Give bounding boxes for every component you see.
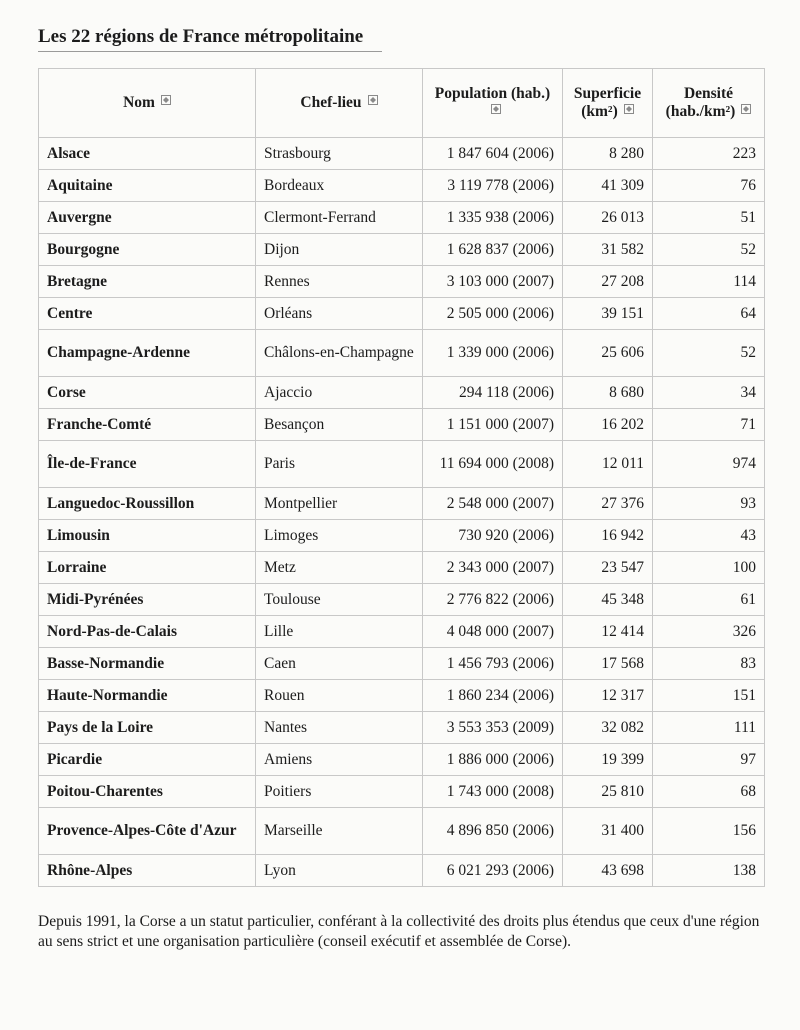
footnote: Depuis 1991, la Corse a un statut particulier, conférant à la collectivité des droits plus étendus que ceux d'une région au sens strict et une organisation particulière (conseil exécutif et assemblée de Corse). <box>38 913 760 950</box>
cell-chef-lieu: Châlons-en-Champagne <box>256 330 423 377</box>
cell-chef-lieu: Besançon <box>256 409 423 441</box>
cell-population: 2 776 822 (2006) <box>423 584 563 616</box>
cell-superficie: 16 942 <box>563 520 653 552</box>
cell-population: 1 860 234 (2006) <box>423 680 563 712</box>
cell-population: 2 505 000 (2006) <box>423 298 563 330</box>
table-body <box>39 138 765 887</box>
cell-population: 11 694 000 (2008) <box>423 441 563 488</box>
cell-nom: Rhône-Alpes <box>39 855 256 887</box>
cell-population: 1 886 000 (2006) <box>423 744 563 776</box>
cell-nom: Franche-Comté <box>39 409 256 441</box>
cell-chef-lieu: Marseille <box>256 808 423 855</box>
sort-icon[interactable] <box>161 95 171 105</box>
cell-superficie: 25 810 <box>563 776 653 808</box>
cell-chef-lieu: Metz <box>256 552 423 584</box>
cell-densite: 68 <box>653 776 765 808</box>
cell-chef-lieu: Rennes <box>256 266 423 298</box>
cell-population: 2 343 000 (2007) <box>423 552 563 584</box>
cell-superficie: 26 013 <box>563 202 653 234</box>
header-chef-lieu[interactable] <box>256 69 423 138</box>
cell-chef-lieu: Toulouse <box>256 584 423 616</box>
cell-chef-lieu: Clermont-Ferrand <box>256 202 423 234</box>
cell-nom: Haute-Normandie <box>39 680 256 712</box>
sort-icon[interactable] <box>368 95 378 105</box>
cell-nom: Limousin <box>39 520 256 552</box>
cell-densite: 64 <box>653 298 765 330</box>
cell-nom: Champagne-Ardenne <box>39 330 256 377</box>
cell-population: 1 151 000 (2007) <box>423 409 563 441</box>
cell-superficie: 16 202 <box>563 409 653 441</box>
cell-densite: 93 <box>653 488 765 520</box>
header-population-label: Population (hab.) <box>434 85 551 102</box>
cell-nom: Lorraine <box>39 552 256 584</box>
cell-nom: Poitou-Charentes <box>39 776 256 808</box>
cell-population: 4 896 850 (2006) <box>423 808 563 855</box>
cell-population: 730 920 (2006) <box>423 520 563 552</box>
cell-superficie: 39 151 <box>563 298 653 330</box>
cell-nom: Auvergne <box>39 202 256 234</box>
table-row <box>39 744 765 776</box>
cell-nom: Île-de-France <box>39 441 256 488</box>
cell-superficie: 25 606 <box>563 330 653 377</box>
sort-icon[interactable] <box>741 104 751 114</box>
table-row <box>39 552 765 584</box>
cell-densite: 223 <box>653 138 765 170</box>
cell-densite: 52 <box>653 330 765 377</box>
cell-population: 294 118 (2006) <box>423 377 563 409</box>
cell-densite: 61 <box>653 584 765 616</box>
header-densite[interactable] <box>653 69 765 138</box>
header-superficie-label: Superficie (km²) <box>573 85 642 120</box>
cell-chef-lieu: Dijon <box>256 234 423 266</box>
cell-nom: Centre <box>39 298 256 330</box>
cell-nom: Pays de la Loire <box>39 712 256 744</box>
header-superficie[interactable] <box>563 69 653 138</box>
cell-densite: 114 <box>653 266 765 298</box>
cell-nom: Basse-Normandie <box>39 648 256 680</box>
table-row <box>39 170 765 202</box>
header-nom-label: Nom <box>123 94 155 111</box>
cell-population: 1 628 837 (2006) <box>423 234 563 266</box>
table-row <box>39 648 765 680</box>
cell-chef-lieu: Paris <box>256 441 423 488</box>
cell-nom: Provence-Alpes-Côte d'Azur <box>39 808 256 855</box>
cell-population: 6 021 293 (2006) <box>423 855 563 887</box>
table-row <box>39 776 765 808</box>
table-row <box>39 855 765 887</box>
cell-nom: Bourgogne <box>39 234 256 266</box>
cell-nom: Bretagne <box>39 266 256 298</box>
cell-densite: 974 <box>653 441 765 488</box>
table-row <box>39 298 765 330</box>
cell-superficie: 27 208 <box>563 266 653 298</box>
cell-chef-lieu: Caen <box>256 648 423 680</box>
cell-population: 1 339 000 (2006) <box>423 330 563 377</box>
cell-superficie: 32 082 <box>563 712 653 744</box>
cell-population: 1 743 000 (2008) <box>423 776 563 808</box>
cell-chef-lieu: Montpellier <box>256 488 423 520</box>
table-row <box>39 488 765 520</box>
page-title: Les 22 régions de France métropolitaine <box>38 26 382 52</box>
cell-population: 1 456 793 (2006) <box>423 648 563 680</box>
cell-chef-lieu: Rouen <box>256 680 423 712</box>
table-row <box>39 266 765 298</box>
cell-superficie: 17 568 <box>563 648 653 680</box>
cell-nom: Midi-Pyrénées <box>39 584 256 616</box>
cell-superficie: 12 317 <box>563 680 653 712</box>
cell-nom: Nord-Pas-de-Calais <box>39 616 256 648</box>
cell-nom: Languedoc-Roussillon <box>39 488 256 520</box>
header-nom[interactable] <box>39 69 256 138</box>
cell-population: 4 048 000 (2007) <box>423 616 563 648</box>
cell-population: 1 847 604 (2006) <box>423 138 563 170</box>
table-row <box>39 808 765 855</box>
cell-chef-lieu: Lille <box>256 616 423 648</box>
cell-superficie: 27 376 <box>563 488 653 520</box>
cell-nom: Corse <box>39 377 256 409</box>
cell-chef-lieu: Limoges <box>256 520 423 552</box>
cell-chef-lieu: Poitiers <box>256 776 423 808</box>
cell-chef-lieu: Bordeaux <box>256 170 423 202</box>
header-population[interactable] <box>423 69 563 138</box>
table-row <box>39 584 765 616</box>
cell-population: 3 103 000 (2007) <box>423 266 563 298</box>
cell-densite: 76 <box>653 170 765 202</box>
cell-superficie: 31 582 <box>563 234 653 266</box>
cell-densite: 326 <box>653 616 765 648</box>
cell-population: 3 119 778 (2006) <box>423 170 563 202</box>
cell-superficie: 23 547 <box>563 552 653 584</box>
cell-superficie: 31 400 <box>563 808 653 855</box>
cell-superficie: 8 680 <box>563 377 653 409</box>
cell-population: 3 553 353 (2009) <box>423 712 563 744</box>
table-row <box>39 680 765 712</box>
cell-densite: 43 <box>653 520 765 552</box>
header-row <box>39 69 765 138</box>
cell-chef-lieu: Ajaccio <box>256 377 423 409</box>
table-row <box>39 202 765 234</box>
header-chef-lieu-label: Chef-lieu <box>300 94 362 111</box>
cell-superficie: 12 011 <box>563 441 653 488</box>
table-row <box>39 520 765 552</box>
table-row <box>39 138 765 170</box>
cell-chef-lieu: Nantes <box>256 712 423 744</box>
table-row <box>39 330 765 377</box>
cell-superficie: 19 399 <box>563 744 653 776</box>
cell-superficie: 8 280 <box>563 138 653 170</box>
cell-densite: 111 <box>653 712 765 744</box>
table-row <box>39 234 765 266</box>
cell-densite: 71 <box>653 409 765 441</box>
cell-chef-lieu: Lyon <box>256 855 423 887</box>
cell-densite: 156 <box>653 808 765 855</box>
table-row <box>39 409 765 441</box>
cell-densite: 52 <box>653 234 765 266</box>
table-row <box>39 712 765 744</box>
cell-densite: 34 <box>653 377 765 409</box>
cell-superficie: 41 309 <box>563 170 653 202</box>
cell-chef-lieu: Strasbourg <box>256 138 423 170</box>
cell-densite: 83 <box>653 648 765 680</box>
table-row <box>39 377 765 409</box>
cell-chef-lieu: Orléans <box>256 298 423 330</box>
sort-icon[interactable] <box>491 104 501 114</box>
cell-densite: 97 <box>653 744 765 776</box>
cell-nom: Alsace <box>39 138 256 170</box>
table-row <box>39 441 765 488</box>
cell-population: 1 335 938 (2006) <box>423 202 563 234</box>
cell-densite: 138 <box>653 855 765 887</box>
table-row <box>39 616 765 648</box>
cell-densite: 51 <box>653 202 765 234</box>
regions-table <box>38 68 765 887</box>
cell-superficie: 12 414 <box>563 616 653 648</box>
cell-superficie: 43 698 <box>563 855 653 887</box>
header-densite-label: Densité (hab./km²) <box>665 85 736 120</box>
cell-nom: Aquitaine <box>39 170 256 202</box>
sort-icon[interactable] <box>624 104 634 114</box>
cell-nom: Picardie <box>39 744 256 776</box>
cell-superficie: 45 348 <box>563 584 653 616</box>
cell-population: 2 548 000 (2007) <box>423 488 563 520</box>
cell-densite: 151 <box>653 680 765 712</box>
cell-densite: 100 <box>653 552 765 584</box>
cell-chef-lieu: Amiens <box>256 744 423 776</box>
